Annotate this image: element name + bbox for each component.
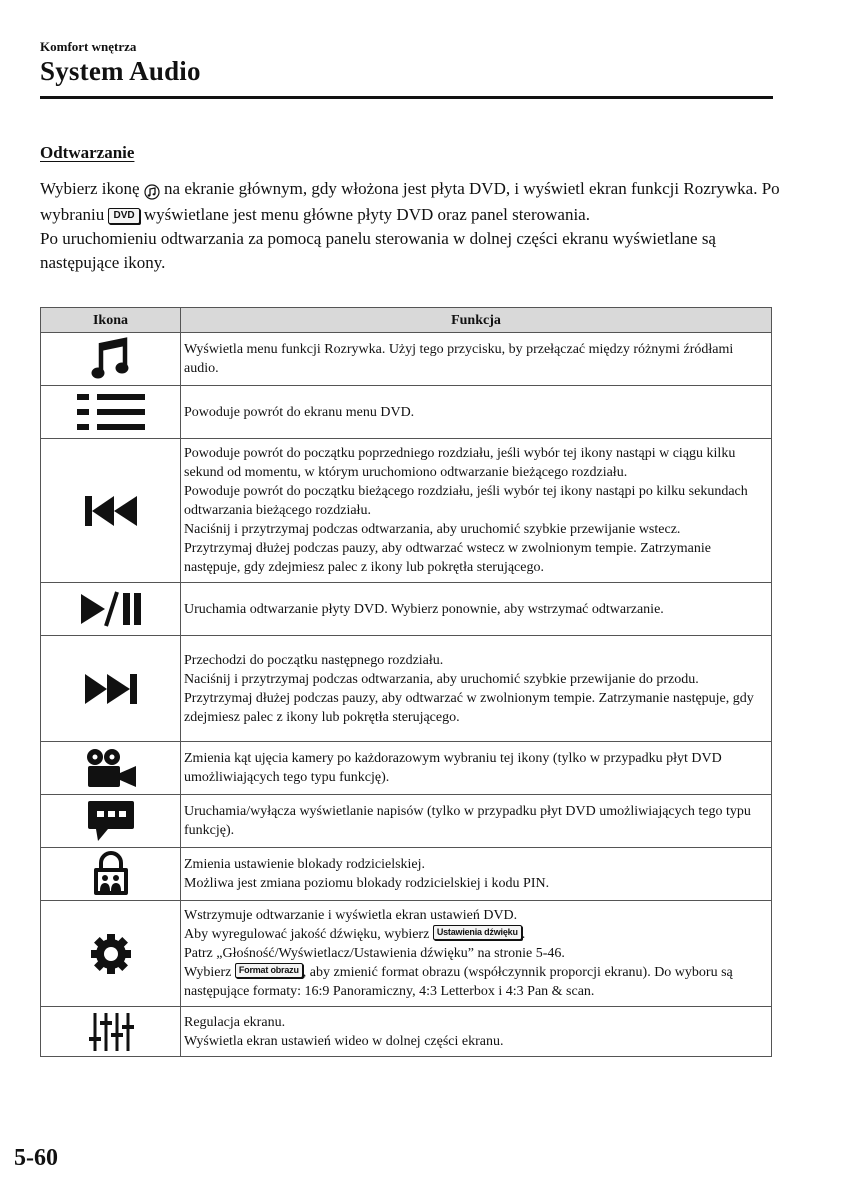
play-pause-icon bbox=[79, 590, 143, 628]
function-cell bbox=[181, 742, 772, 795]
function-text: Regulacja ekranu. bbox=[184, 1014, 286, 1030]
function-table bbox=[40, 307, 772, 1057]
subtitles-icon bbox=[86, 799, 136, 843]
function-cell bbox=[181, 848, 772, 901]
table-row bbox=[41, 742, 772, 795]
icon-cell bbox=[41, 386, 181, 439]
function-cell bbox=[181, 795, 772, 848]
section-label: Komfort wnętrza bbox=[40, 39, 137, 54]
table-row bbox=[41, 386, 772, 439]
function-text: Wstrzymuje odtwarzanie i wyświetla ekran ustawień DVD. bbox=[184, 908, 518, 923]
icon-cell bbox=[41, 1007, 181, 1057]
function-text bbox=[184, 925, 767, 944]
function-text: Wyświetla menu funkcji Rozrywka. Użyj tego przycisku, by przełączać między różnymi źródłami audio. bbox=[184, 342, 734, 376]
table-row bbox=[41, 636, 772, 742]
function-text-part: Aby wyregulować jakość dźwięku, wybierz bbox=[184, 927, 430, 942]
icon-cell bbox=[41, 439, 181, 583]
intro-text-b: na ekranie głównym, gdy włożona jest płyta DVD, i wyświetl ekran funkcji Rozrywka. Po wybraniu bbox=[40, 179, 780, 224]
gear-icon bbox=[89, 932, 133, 976]
function-text: Możliwa jest zmiana poziomu blokady rodzicielskiej i kodu PIN. bbox=[184, 876, 550, 891]
function-text: Przytrzymaj dłużej podczas pauzy, aby odtwarzać wstecz w zwolnionym tempie. Zatrzymanie następuje, gdy zdejmiesz palec z ikony lub pokrętła sterującego. bbox=[184, 541, 711, 575]
function-text: Naciśnij i przytrzymaj podczas odtwarzania, aby uruchomić szybkie przewijanie do przodu. bbox=[184, 671, 699, 687]
table-row bbox=[41, 795, 772, 848]
function-text-part: Wybierz bbox=[184, 965, 232, 980]
column-header-function: Funkcja bbox=[181, 308, 772, 333]
skip-previous-icon bbox=[83, 494, 139, 528]
function-text: Uruchamia/wyłącza wyświetlanie napisów (tylko w przypadku płyt DVD umożliwiających tego typu funkcję). bbox=[184, 804, 751, 838]
icon-cell bbox=[41, 333, 181, 386]
intro-paragraph-1 bbox=[40, 177, 780, 227]
function-cell bbox=[181, 386, 772, 439]
image-format-button-chip: Format obrazu bbox=[235, 963, 303, 978]
icon-cell bbox=[41, 583, 181, 636]
function-text: Wyświetla ekran ustawień wideo w dolnej części ekranu. bbox=[184, 1033, 504, 1049]
table-row bbox=[41, 901, 772, 1007]
table-row bbox=[41, 333, 772, 386]
subheading: Odtwarzanie bbox=[40, 143, 135, 162]
music-note-icon bbox=[91, 337, 131, 381]
table-header-row bbox=[41, 308, 772, 333]
function-cell bbox=[181, 333, 772, 386]
function-text-part: , aby zmienić format obrazu (współczynnik proporcji ekranu). Do wyboru są następujące formaty: 16:9 Panoramiczny, 4:3 Letterbox i 4:3 Pan & scan. bbox=[184, 965, 733, 999]
function-cell bbox=[181, 439, 772, 583]
function-cell bbox=[181, 1007, 772, 1057]
intro-text-a: Wybierz ikonę bbox=[40, 179, 140, 198]
function-cell bbox=[181, 583, 772, 636]
intro-text-c: wyświetlane jest menu główne płyty DVD oraz panel sterowania. bbox=[143, 205, 590, 224]
function-text: Przytrzymaj dłużej podczas pauzy, aby odtwarzać w zwolnionym tempie. Zatrzymanie następuje, gdy zdejmiesz palec z ikony lub pokrętła sterującego. bbox=[184, 690, 754, 725]
function-cell bbox=[181, 901, 772, 1007]
equalizer-sliders-icon bbox=[88, 1011, 134, 1053]
icon-cell bbox=[41, 901, 181, 1007]
function-text bbox=[184, 963, 767, 1001]
table-row bbox=[41, 848, 772, 901]
function-text: Zmienia kąt ujęcia kamery po każdorazowym wybraniu tej ikony (tylko w przypadku płyt DVD umożliwiających tego typu funkcję). bbox=[184, 751, 722, 785]
icon-cell bbox=[41, 636, 181, 742]
parental-lock-icon bbox=[91, 851, 131, 897]
function-text: Powoduje powrót do ekranu menu DVD. bbox=[184, 404, 415, 420]
title-rule bbox=[40, 96, 773, 99]
function-text: Przechodzi do początku następnego rozdziału. bbox=[184, 652, 444, 668]
column-header-icon: Ikona bbox=[41, 308, 181, 333]
dvd-button-chip: DVD bbox=[108, 208, 139, 224]
function-text-part: . bbox=[521, 927, 526, 942]
function-text: Naciśnij i przytrzymaj podczas odtwarzania, aby uruchomić szybkie przewijanie wstecz. bbox=[184, 522, 681, 537]
sound-settings-button-chip: Ustawienia dźwięku bbox=[433, 925, 522, 940]
intro-paragraph-2: Po uruchomieniu odtwarzania za pomocą panelu sterowania w dolnej części ekranu wyświetlane są następujące ikony. bbox=[40, 229, 716, 272]
intro-text bbox=[40, 177, 780, 275]
skip-next-icon bbox=[83, 672, 139, 706]
function-text: Uruchamia odtwarzanie płyty DVD. Wybierz ponownie, aby wstrzymać odtwarzanie. bbox=[184, 601, 664, 617]
function-text: Patrz „Głośność/Wyświetlacz/Ustawienia dźwięku” na stronie 5-46. bbox=[184, 946, 565, 961]
table-row bbox=[41, 1007, 772, 1057]
page-number: 5-60 bbox=[14, 1145, 58, 1171]
function-cell bbox=[181, 636, 772, 742]
icon-cell bbox=[41, 848, 181, 901]
menu-list-icon bbox=[75, 392, 147, 432]
music-disc-icon bbox=[144, 179, 160, 203]
function-text: Powoduje powrót do początku poprzedniego rozdziału, jeśli wybór tej ikony nastąpi w ciągu kilku sekund od momentu, w którym uruchomiono odtwarzanie bieżącego rozdziału. bbox=[184, 446, 736, 480]
function-text: Powoduje powrót do początku bieżącego rozdziału, jeśli wybór tej ikony nastąpi po kilku sekundach odtwarzania bieżącego rozdziału. bbox=[184, 484, 748, 518]
page-title: System Audio bbox=[40, 56, 201, 86]
icon-cell bbox=[41, 742, 181, 795]
video-camera-icon bbox=[84, 747, 138, 789]
function-text: Zmienia ustawienie blokady rodzicielskiej. bbox=[184, 857, 426, 872]
table-row bbox=[41, 439, 772, 583]
icon-cell bbox=[41, 795, 181, 848]
table-row bbox=[41, 583, 772, 636]
